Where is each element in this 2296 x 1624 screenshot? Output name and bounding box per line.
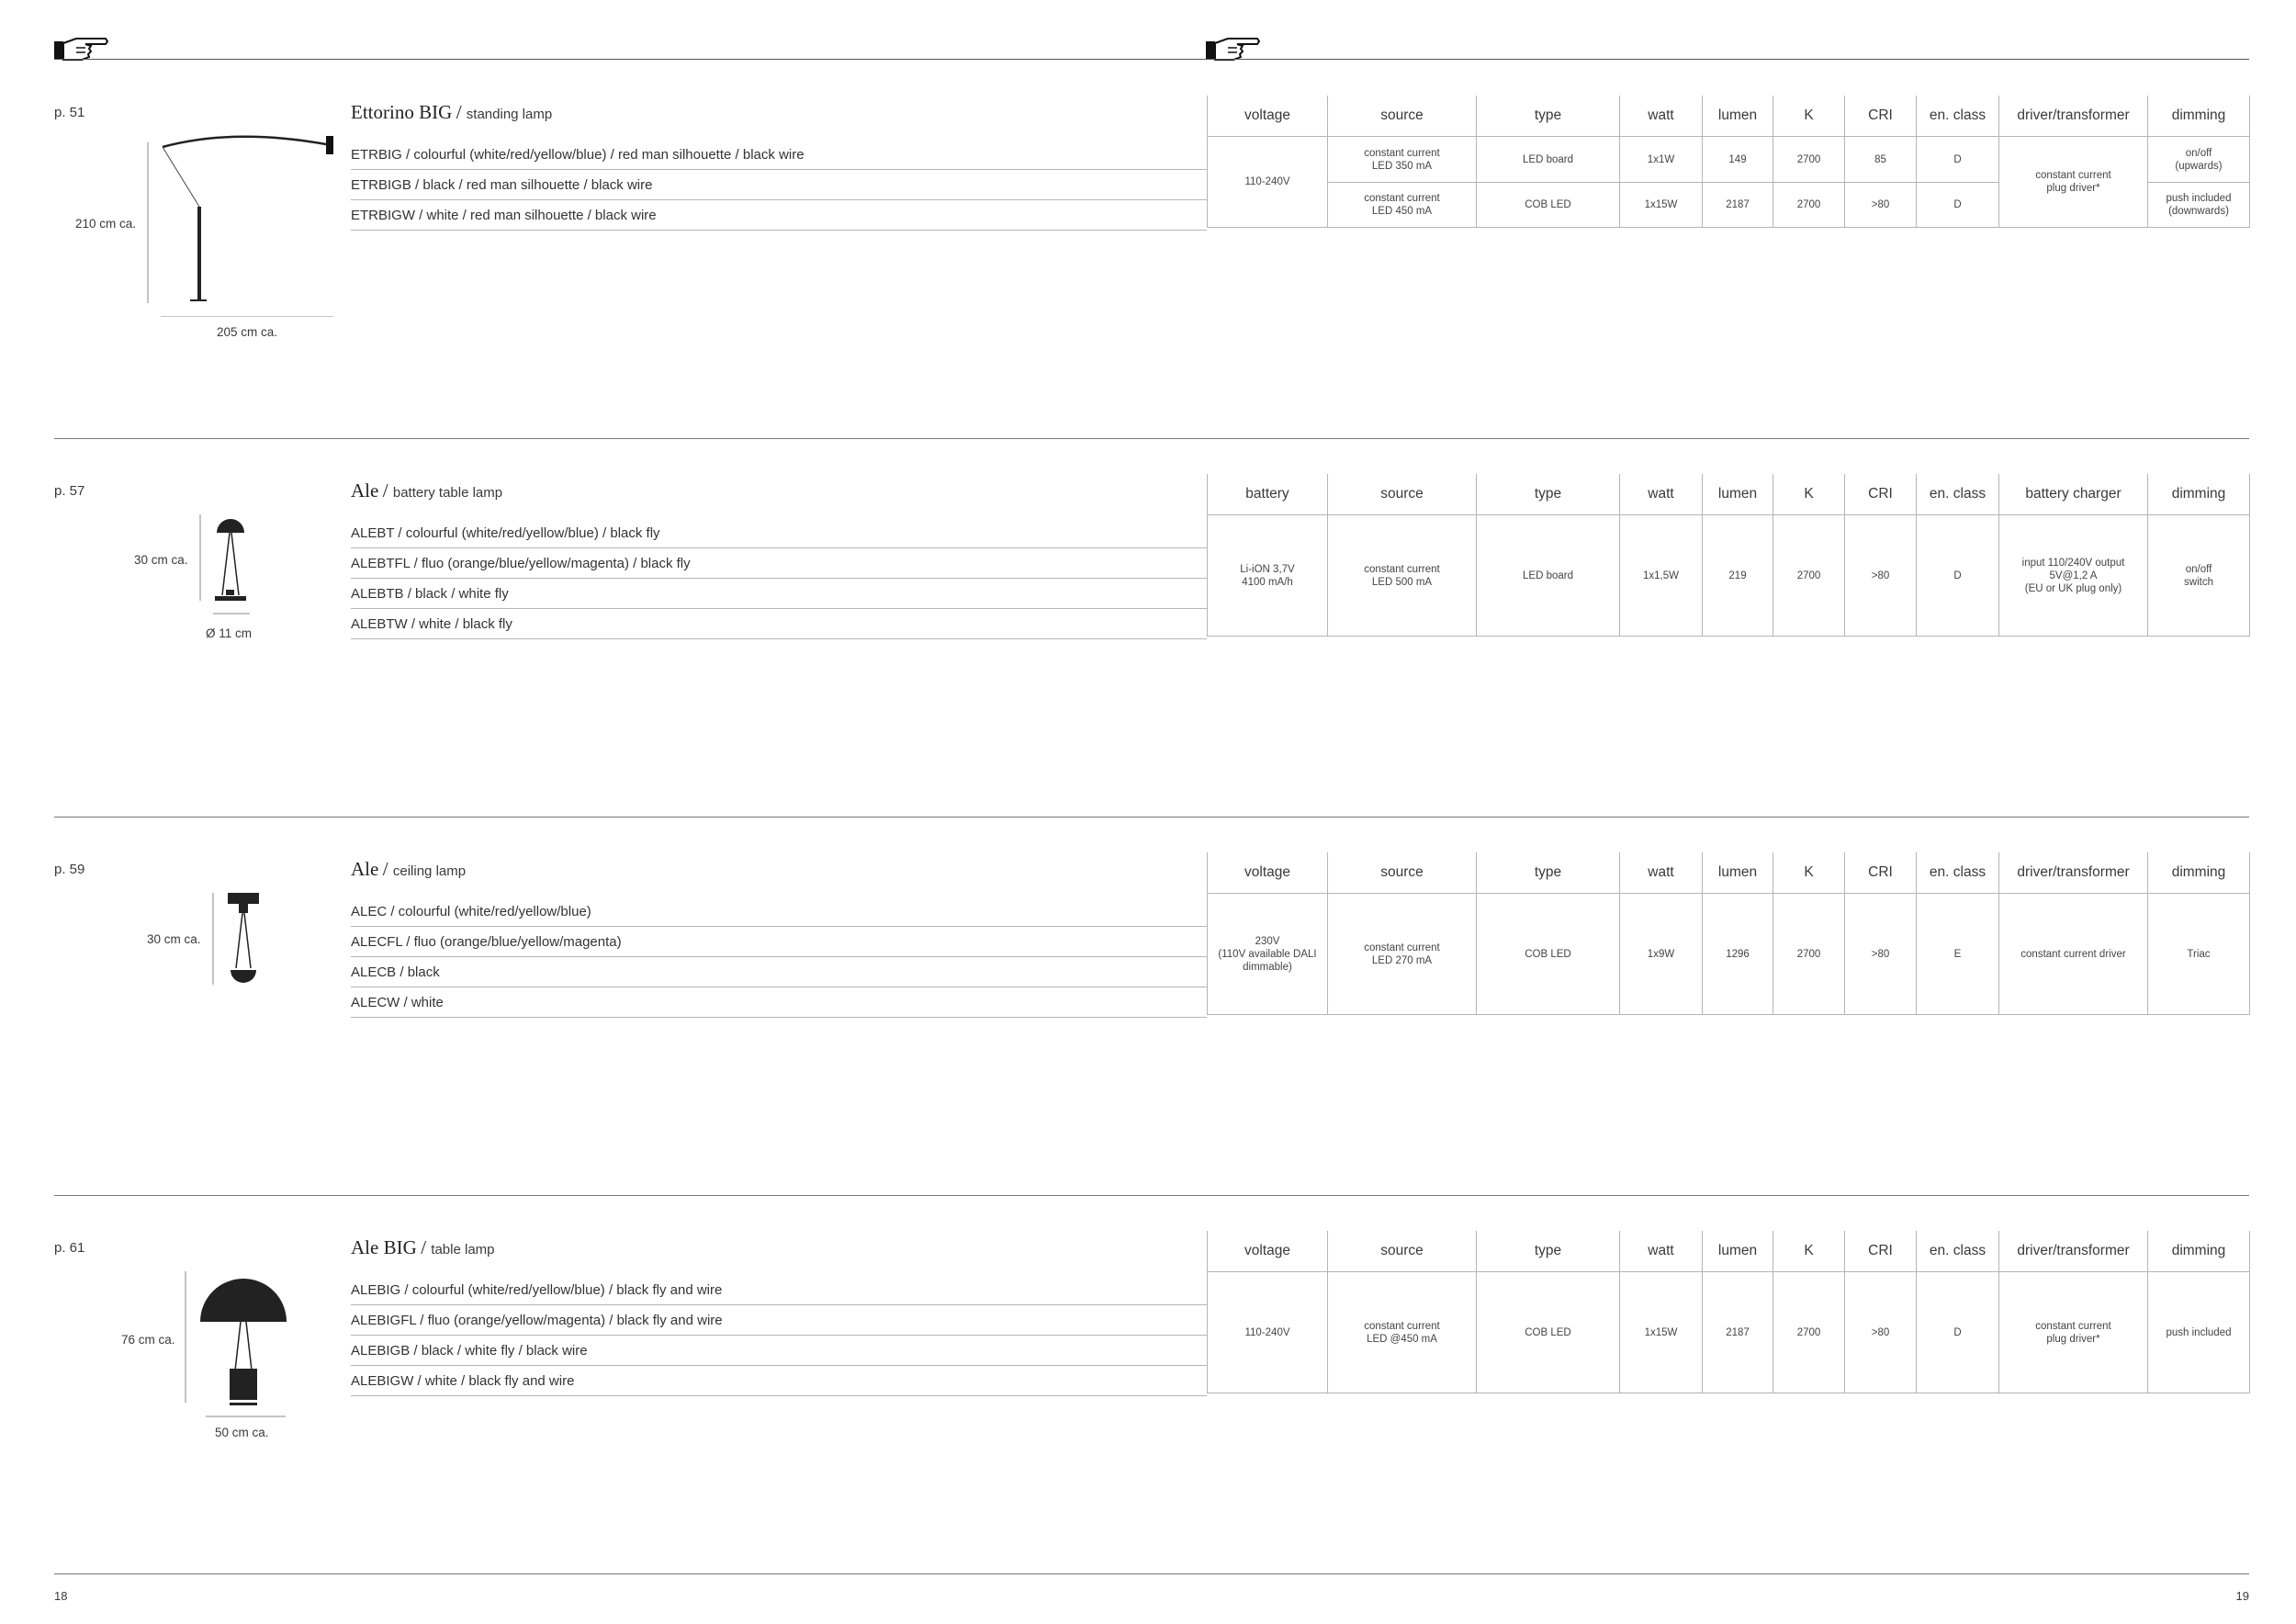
header-source: source: [1328, 96, 1477, 137]
section-divider: [54, 817, 2249, 818]
variant-row: ALEBT / colourful (white/red/yellow/blue) / black fly: [351, 518, 1207, 548]
header-voltage: voltage: [1208, 852, 1328, 894]
cell-watt: 1x1,5W: [1620, 515, 1703, 637]
variant-row: ALEBTB / black / white fly: [351, 579, 1207, 609]
product-title: Ale / battery table lamp: [351, 479, 503, 502]
variant-row: ETRBIGB / black / red man silhouette / black wire: [351, 170, 1207, 200]
variant-row: ALEBTW / white / black fly: [351, 609, 1207, 639]
pointing-hand-icon: [54, 35, 109, 61]
cell-en-class: D: [1917, 137, 1999, 183]
cell-lumen: 1296: [1703, 894, 1773, 1015]
variant-row: ALEBIGFL / fluo (orange/yellow/magenta) / black fly and wire: [351, 1305, 1207, 1336]
variant-row: ALEC / colourful (white/red/yellow/blue): [351, 897, 1207, 927]
product-category: standing lamp: [466, 107, 553, 122]
page-number-right: 19: [2235, 1589, 2249, 1603]
header-k: K: [1773, 96, 1845, 137]
variant-row: ALEBIGW / white / black fly and wire: [351, 1366, 1207, 1396]
product-name: Ale: [351, 479, 379, 502]
variant-row: ALEBIGB / black / white fly / black wire: [351, 1336, 1207, 1366]
cell-dimming: Triac: [2148, 894, 2250, 1015]
cell-k: 2700: [1773, 515, 1845, 637]
cell-k: 2700: [1773, 894, 1845, 1015]
header-cri: CRI: [1845, 1231, 1917, 1272]
footer-rule: [54, 1573, 2249, 1574]
header-driver: driver/transformer: [1999, 852, 2148, 894]
cell-cri: >80: [1845, 515, 1917, 637]
cell-lumen: 149: [1703, 137, 1773, 183]
height-label: 30 cm ca.: [147, 932, 201, 946]
cell-lumen: 2187: [1703, 183, 1773, 228]
product-title: Ale BIG / table lamp: [351, 1236, 495, 1258]
cell-dimming: on/off switch: [2148, 515, 2250, 637]
cell-driver: constant current plug driver*: [1999, 137, 2148, 228]
header-source: source: [1328, 852, 1477, 894]
product-title: Ale / ceiling lamp: [351, 858, 467, 880]
header-dimming: dimming: [2148, 852, 2250, 894]
header-dimming: dimming: [2148, 96, 2250, 137]
ceiling-lamp-drawing: [208, 891, 272, 992]
cell-en-class: E: [1917, 894, 1999, 1015]
big-table-lamp-drawing: [180, 1269, 299, 1421]
header-dimming: dimming: [2148, 1231, 2250, 1272]
header-lumen: lumen: [1703, 96, 1773, 137]
variant-row: ETRBIG / colourful (white/red/yellow/blue) / red man silhouette / black wire: [351, 140, 1207, 170]
product-name: Ale BIG: [351, 1236, 417, 1258]
cell-en-class: D: [1917, 1272, 1999, 1393]
header-k: K: [1773, 474, 1845, 515]
header-watt: watt: [1620, 1231, 1703, 1272]
header-watt: watt: [1620, 474, 1703, 515]
cell-dimming: on/off (upwards): [2148, 137, 2250, 183]
variant-row: ALEBIG / colourful (white/red/yellow/blue) / black fly and wire: [351, 1275, 1207, 1305]
cell-source: constant current LED 450 mA: [1328, 183, 1477, 228]
header-watt: watt: [1620, 96, 1703, 137]
cell-lumen: 2187: [1703, 1272, 1773, 1393]
section-divider: [54, 438, 2249, 439]
cell-voltage: 110-240V: [1208, 1272, 1328, 1393]
cell-voltage: 230V (110V available DALI dimmable): [1208, 894, 1328, 1015]
standing-lamp-drawing: [142, 133, 344, 317]
cell-source: constant current LED @450 mA: [1328, 1272, 1477, 1393]
header-dimming: dimming: [2148, 474, 2250, 515]
cell-type: LED board: [1477, 515, 1620, 637]
header-lumen: lumen: [1703, 474, 1773, 515]
header-cri: CRI: [1845, 852, 1917, 894]
page-reference: p. 61: [54, 1240, 85, 1256]
cell-k: 2700: [1773, 1272, 1845, 1393]
product-category: table lamp: [431, 1242, 495, 1257]
cell-driver: constant current driver: [1999, 894, 2148, 1015]
spec-table: [1207, 474, 2250, 637]
cell-cri: >80: [1845, 183, 1917, 228]
page-reference: p. 51: [54, 105, 85, 120]
variant-row: ALECW / white: [351, 987, 1207, 1018]
cell-type: COB LED: [1477, 1272, 1620, 1393]
cell-type: LED board: [1477, 137, 1620, 183]
page-number-left: 18: [54, 1589, 68, 1603]
header-en-class: en. class: [1917, 1231, 1999, 1272]
cell-dimming: push included (downwards): [2148, 183, 2250, 228]
header-voltage: voltage: [1208, 1231, 1328, 1272]
header-type: type: [1477, 852, 1620, 894]
cell-watt: 1x15W: [1620, 183, 1703, 228]
header-k: K: [1773, 852, 1845, 894]
cell-battery: Li-iON 3,7V 4100 mA/h: [1208, 515, 1328, 637]
header-battery: battery: [1208, 474, 1328, 515]
cell-k: 2700: [1773, 183, 1845, 228]
product-name: Ettorino BIG: [351, 101, 453, 123]
cell-type: COB LED: [1477, 894, 1620, 1015]
cell-en-class: D: [1917, 183, 1999, 228]
header-type: type: [1477, 1231, 1620, 1272]
header-watt: watt: [1620, 852, 1703, 894]
header-lumen: lumen: [1703, 852, 1773, 894]
height-label: 210 cm ca.: [75, 217, 137, 231]
height-label: 76 cm ca.: [121, 1333, 175, 1347]
header-driver: driver/transformer: [1999, 1231, 2148, 1272]
header-type: type: [1477, 96, 1620, 137]
cell-source: constant current LED 270 mA: [1328, 894, 1477, 1015]
cell-cri: >80: [1845, 894, 1917, 1015]
header-battery-charger: battery charger: [1999, 474, 2148, 515]
cell-dimming: push included: [2148, 1272, 2250, 1393]
header-voltage: voltage: [1208, 96, 1328, 137]
cell-type: COB LED: [1477, 183, 1620, 228]
product-category: battery table lamp: [392, 485, 503, 501]
header-rule: [54, 59, 2249, 60]
product-category: ceiling lamp: [392, 863, 467, 879]
cell-driver: constant current plug driver*: [1999, 1272, 2148, 1393]
variant-row: ETRBIGW / white / red man silhouette / black wire: [351, 200, 1207, 231]
spec-table: [1207, 1231, 2250, 1393]
header-source: source: [1328, 1231, 1477, 1272]
variant-row: ALECB / black: [351, 957, 1207, 987]
header-en-class: en. class: [1917, 96, 1999, 137]
header-type: type: [1477, 474, 1620, 515]
spec-table: [1207, 96, 2250, 228]
height-label: 30 cm ca.: [134, 553, 188, 567]
cell-lumen: 219: [1703, 515, 1773, 637]
product-title: Ettorino BIG / standing lamp: [351, 101, 553, 123]
width-label: 205 cm ca.: [217, 325, 278, 339]
header-k: K: [1773, 1231, 1845, 1272]
cell-cri: 85: [1845, 137, 1917, 183]
cell-en-class: D: [1917, 515, 1999, 637]
cell-battery-charger: input 110/240V output 5V@1,2 A (EU or UK plug only): [1999, 515, 2148, 637]
page-reference: p. 57: [54, 483, 85, 499]
cell-watt: 1x1W: [1620, 137, 1703, 183]
cell-watt: 1x9W: [1620, 894, 1703, 1015]
width-label: Ø 11 cm: [206, 626, 253, 640]
spec-table: [1207, 852, 2250, 1015]
section-divider: [54, 1195, 2249, 1196]
header-driver: driver/transformer: [1999, 96, 2148, 137]
battery-table-lamp-drawing: [195, 513, 259, 618]
header-source: source: [1328, 474, 1477, 515]
header-cri: CRI: [1845, 474, 1917, 515]
cell-cri: >80: [1845, 1272, 1917, 1393]
cell-voltage: 110-240V: [1208, 137, 1328, 228]
pointing-hand-icon: [1206, 35, 1261, 61]
header-en-class: en. class: [1917, 474, 1999, 515]
variant-row: ALECFL / fluo (orange/blue/yellow/magenta): [351, 927, 1207, 957]
cell-watt: 1x15W: [1620, 1272, 1703, 1393]
product-name: Ale: [351, 858, 379, 880]
variant-row: ALEBTFL / fluo (orange/blue/yellow/magenta) / black fly: [351, 548, 1207, 579]
header-cri: CRI: [1845, 96, 1917, 137]
header-lumen: lumen: [1703, 1231, 1773, 1272]
header-en-class: en. class: [1917, 852, 1999, 894]
cell-k: 2700: [1773, 137, 1845, 183]
page-reference: p. 59: [54, 862, 85, 877]
width-label: 50 cm ca.: [215, 1426, 269, 1439]
cell-source: constant current LED 500 mA: [1328, 515, 1477, 637]
cell-source: constant current LED 350 mA: [1328, 137, 1477, 183]
